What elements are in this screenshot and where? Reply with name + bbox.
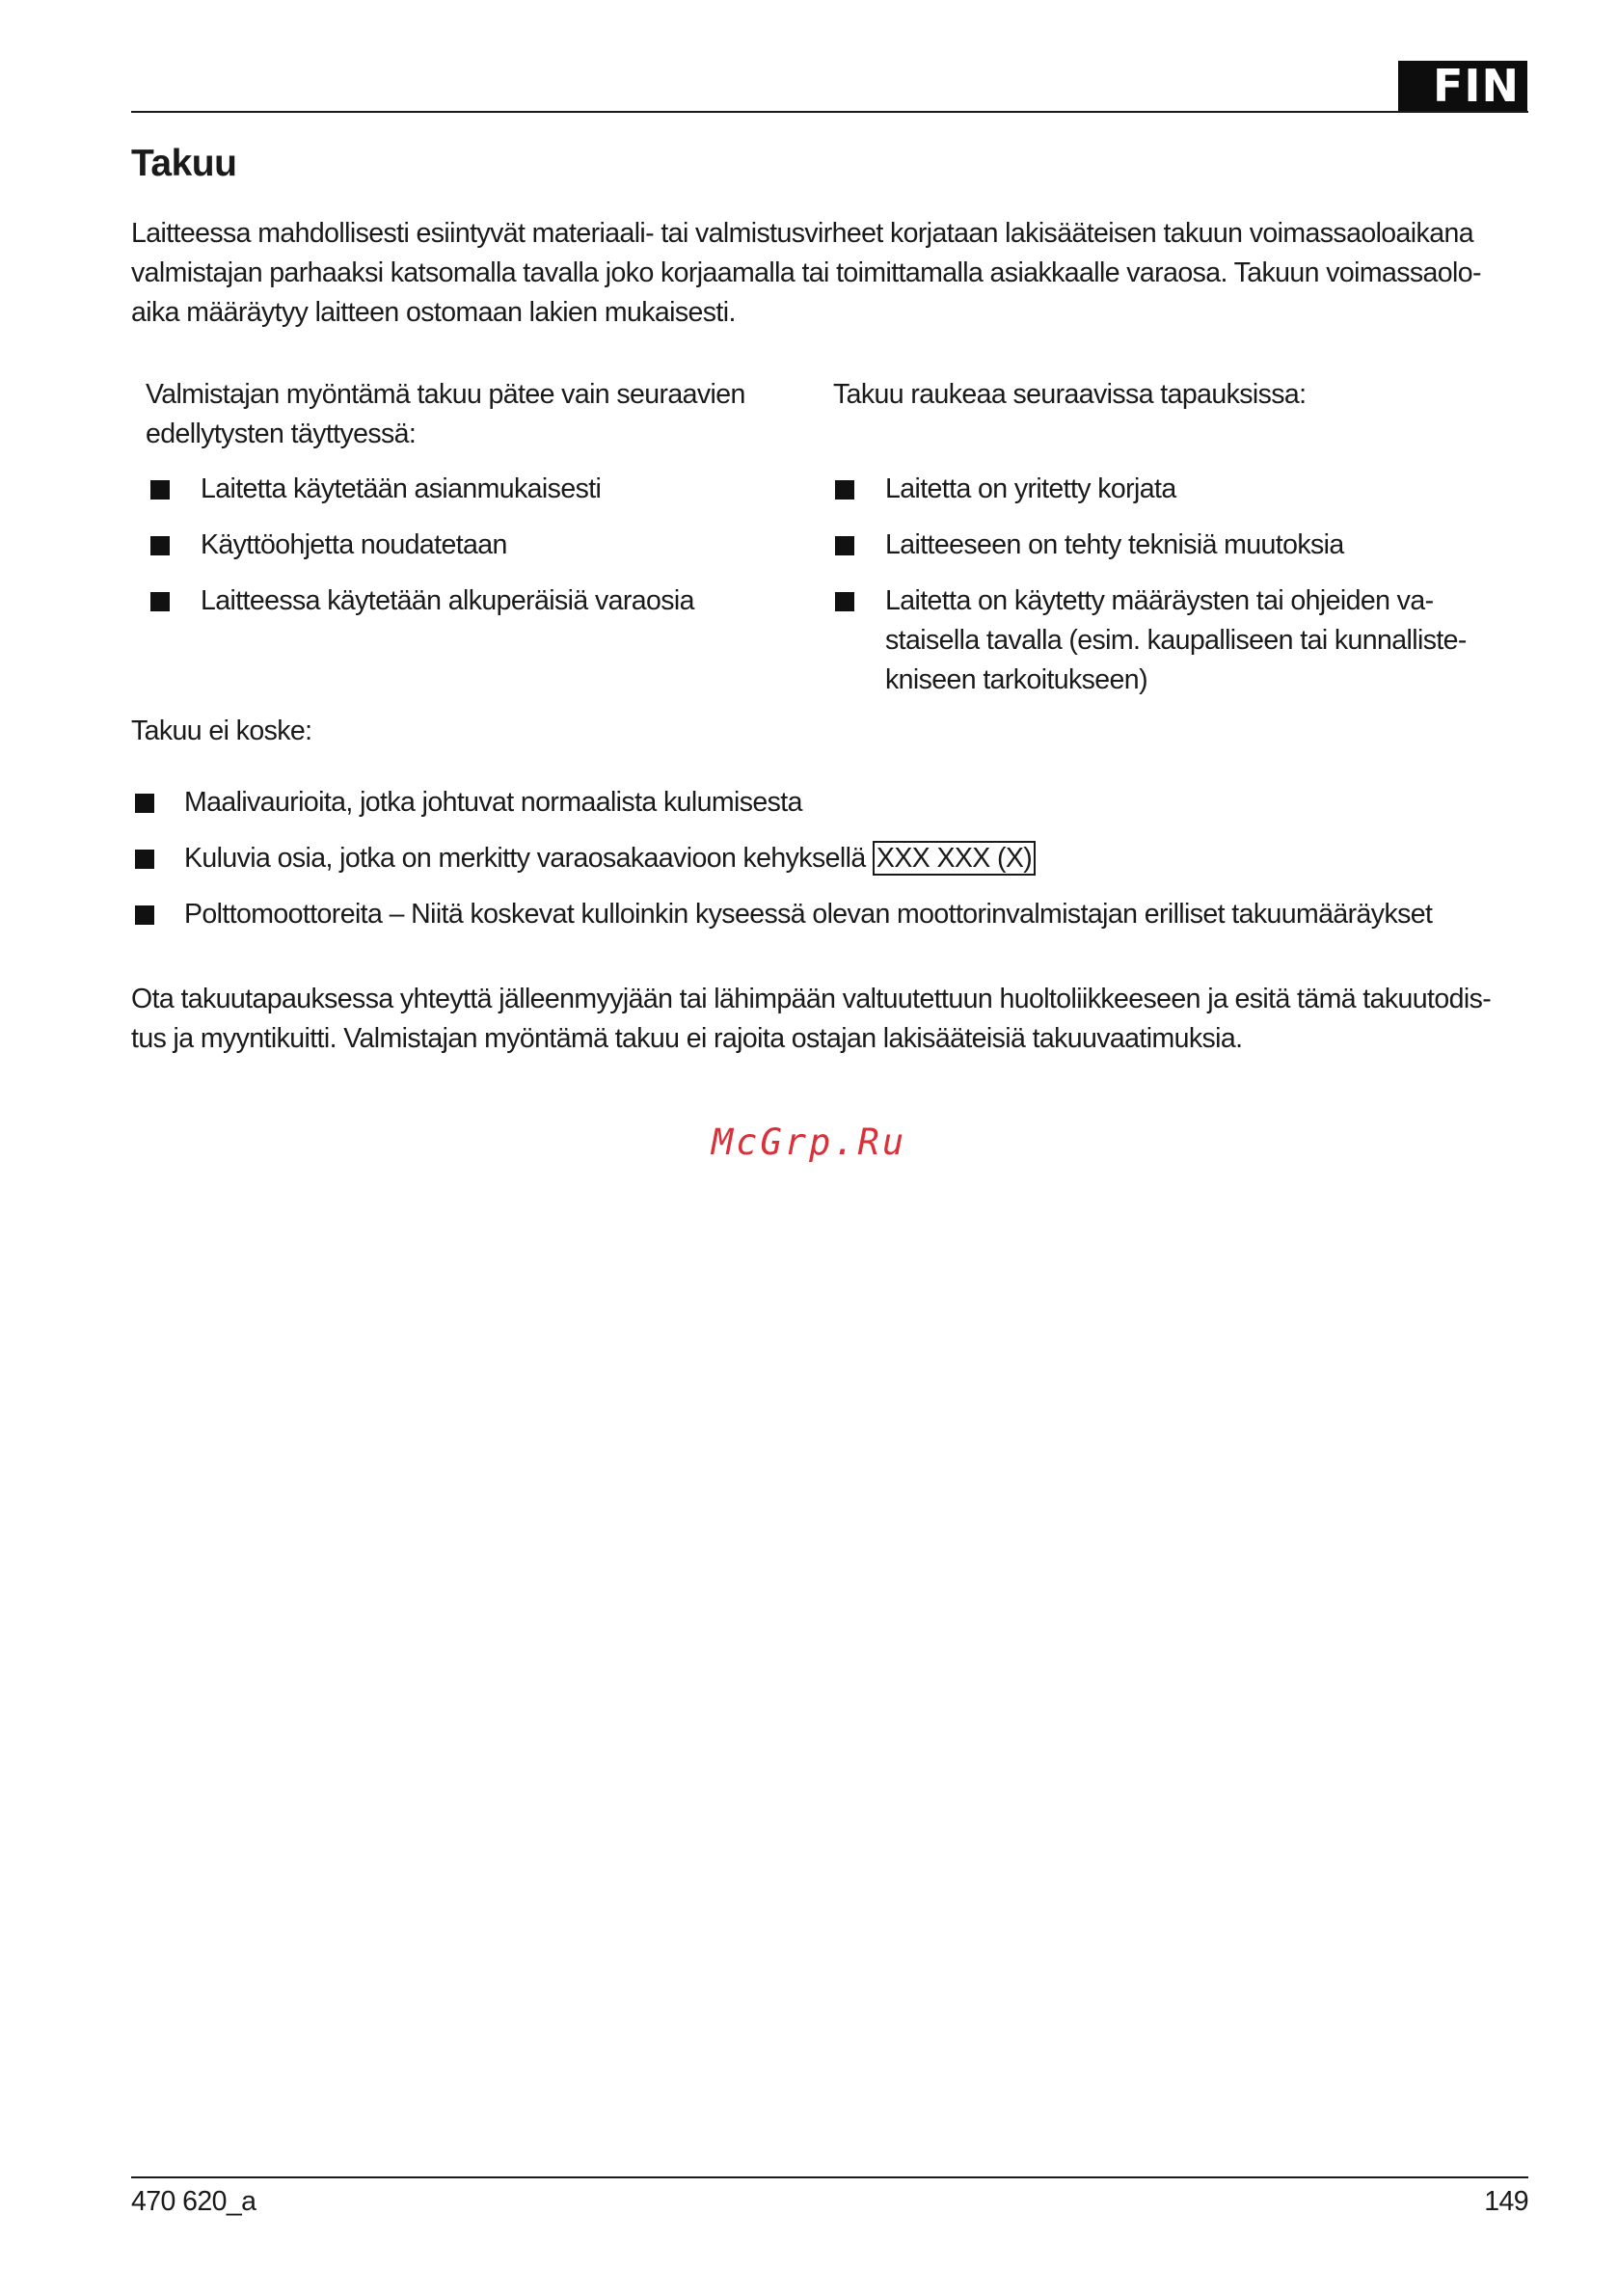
intro-line: aika määräytyy laitteen ostomaan lakien mukaisesti. xyxy=(131,297,736,328)
page-number: 149 xyxy=(1484,2186,1528,2217)
list-item-text xyxy=(835,526,1467,565)
intro-line: valmistajan parhaaksi katsomalla tavalla joko korjaamalla tai toimittamalla asiakkaalle varaosa. Takuun voimassaolo- xyxy=(131,257,1481,288)
square-bullet-icon xyxy=(150,592,170,611)
list-item-line: Laitetta on käytetty määräysten tai ohjeiden va- xyxy=(885,585,1434,616)
list-item xyxy=(135,783,1432,823)
square-bullet-icon xyxy=(150,536,170,555)
list-item-text: Polttomoottoreita – Niitä koskevat kulloinkin kyseessä olevan moottorinvalmistajan erilliset takuumääräykset xyxy=(184,899,1433,930)
list-item xyxy=(835,526,1467,565)
left-conditions-list xyxy=(150,470,694,621)
exclusions-heading: Takuu ei koske: xyxy=(131,716,312,746)
left-heading-line: edellytysten täyttyessä: xyxy=(146,419,417,449)
watermark: McGrp.Ru xyxy=(711,1121,907,1163)
left-column-heading xyxy=(146,375,745,454)
square-bullet-icon xyxy=(835,480,854,500)
list-item-line: Laitetta on yritetty korjata xyxy=(885,473,1176,504)
list-item-text: Laitteessa käytetään alkuperäisiä varaosia xyxy=(201,585,694,616)
list-item xyxy=(135,895,1432,934)
closing-line: tus ja myyntikuitti. Valmistajan myöntämä takuu ei rajoita ostajan lakisääteisiä takuuvaatimuksia. xyxy=(131,1023,1243,1054)
framed-part-code: XXX XXX (X) xyxy=(873,841,1036,876)
square-bullet-icon xyxy=(835,592,854,611)
list-item xyxy=(150,581,694,621)
page-title: Takuu xyxy=(131,143,237,184)
list-item-text: Maalivaurioita, jotka johtuvat normaalista kulumisesta xyxy=(184,787,802,818)
intro-line: Laitteessa mahdollisesti esiintyvät materiaali- tai valmistusvirheet korjataan lakisääteisen takuun voimassaoloaikana xyxy=(131,218,1473,249)
list-item xyxy=(150,526,694,565)
language-badge: FIN xyxy=(1398,61,1527,112)
closing-paragraph xyxy=(131,980,1539,1059)
right-voiding-list xyxy=(835,470,1467,700)
intro-paragraph xyxy=(131,214,1539,333)
list-item-text: Käyttöohjetta noudatetaan xyxy=(201,529,507,560)
list-item-label: Kuluvia osia, jotka on merkitty varaosakaavioon kehyksellä xyxy=(184,843,866,874)
list-item-text xyxy=(835,470,1467,509)
left-heading-line: Valmistajan myöntämä takuu pätee vain seuraavien xyxy=(146,379,745,410)
list-item xyxy=(135,839,1432,878)
square-bullet-icon xyxy=(835,536,854,555)
closing-line: Ota takuutapauksessa yhteyttä jälleenmyyjään tai lähimpään valtuutettuun huoltoliikkeeseen ja esitä tämä takuutodis- xyxy=(131,984,1492,1014)
list-item-text xyxy=(835,581,1467,700)
footer-divider xyxy=(131,2176,1528,2178)
list-item xyxy=(835,581,1467,700)
list-item-line: kniseen tarkoitukseen) xyxy=(885,664,1147,695)
square-bullet-icon xyxy=(135,794,154,813)
list-item-text: Laitetta käytetään asianmukaisesti xyxy=(201,473,602,504)
list-item xyxy=(835,470,1467,509)
square-bullet-icon xyxy=(135,905,154,925)
square-bullet-icon xyxy=(135,850,154,869)
list-item-text xyxy=(135,839,1432,878)
list-item-line: Laitteeseen on tehty teknisiä muutoksia xyxy=(885,529,1344,560)
document-code: 470 620_a xyxy=(131,2186,256,2217)
list-item xyxy=(150,470,694,509)
list-item-line: staisella tavalla (esim. kaupalliseen tai kunnalliste- xyxy=(885,625,1467,656)
exclusions-list xyxy=(135,783,1432,934)
header-divider xyxy=(131,111,1528,113)
right-column-heading: Takuu raukeaa seuraavissa tapauksissa: xyxy=(833,379,1307,410)
square-bullet-icon xyxy=(150,480,170,500)
